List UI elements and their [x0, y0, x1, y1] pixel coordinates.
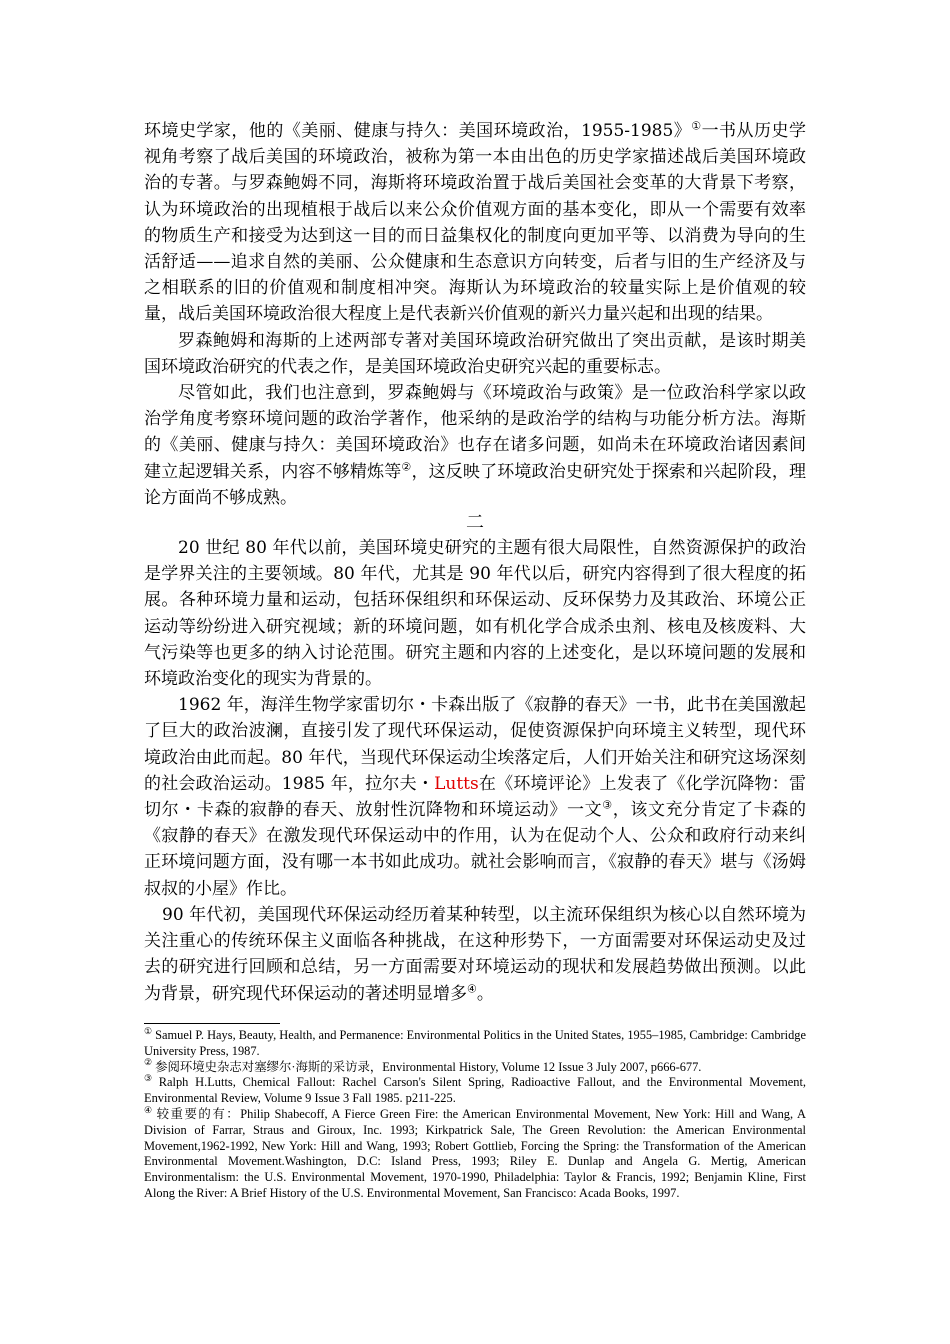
paragraph-2: 罗森鲍姆和海斯的上述两部专著对美国环境政治研究做出了突出贡献，是该时期美国环境政治研究的代表之作，是美国环境政治史研究兴起的重要标志。	[144, 330, 806, 377]
footnotes	[144, 1025, 806, 1202]
footnote-ref-1[interactable]: ①	[691, 119, 702, 133]
paragraph-1-text-a: 环境史学家，他的《美丽、健康与持久：美国环境政治，1955-1985》	[144, 121, 692, 141]
footnote-ref-2[interactable]: ②	[401, 459, 412, 473]
paragraph-6	[144, 902, 806, 1007]
paragraph-4: 20 世纪 80 年代以前，美国环境史研究的主题有很大局限性，自然资源保护的政治是学界关注的主要领域。80 年代，尤其是 90 年代以后，研究内容得到了很大程度的拓展。各种环境力量和运动，包括环保组织和环保运动、反环保势力及其政治、环境公正运动等纷纷进入研究视域；新的环境问题，如有机化学合成杀虫剂、核电及核废料、大气污染等也更多的纳入讨论范围。研究主题和内容的上述变化，是以环境问题的发展和环境政治变化的现实为背景的。	[144, 538, 806, 690]
footnote-2	[144, 1057, 806, 1076]
footnote-4	[144, 1104, 806, 1202]
footnote-text-3: Ralph H.Lutts, Chemical Fallout: Rachel Carson's Silent Spring, Radioactive Fallout, and the Environmental Movement, Environmental Review, Volume 9 Issue 3 Fall 1985. p211-225.	[144, 1075, 806, 1106]
paragraph-5	[144, 692, 806, 902]
footnote-text-2: 参阅环境史杂志对塞缪尔·海斯的采访录，Environmental History, Volume 12 Issue 3 July 2007, p666-677.	[155, 1059, 702, 1074]
paragraph-3-text-b: ，这反映了环境政治史研究处于探索和兴起阶段，理论方面尚不够成熟。	[144, 461, 806, 508]
footnote-ref-4[interactable]: ④	[467, 981, 477, 995]
paragraph-3-text-a: 尽管如此，我们也注意到，罗森鲍姆与《环境政治与政策》是一位政治科学家以政治学角度考察环境问题的政治学著作，他采纳的是政治学的结构与功能分析方法。海斯的《美丽、健康与持久：美国环境政治》也存在诸多问题，如尚未在环境政治诸因素间建立起逻辑关系，内容不够精炼等	[144, 383, 806, 482]
paragraph-5-text-b: 在《环境评论》上发表了《化学沉降物：雷切尔・卡森的寂静的春天、放射性沉降物和环境运动》一文	[144, 773, 807, 821]
footnote-mark-2: ②	[144, 1057, 153, 1068]
section-heading: 二	[466, 512, 484, 534]
body-text	[144, 118, 806, 1007]
footnote-text-4: 较重要的有：Philip Shabecoff, A Fierce Green Fire: the American Environmental Movement, New York: Hill and Wang, A Division of Farrar, Straus and Giroux, Inc. 1993; Kirkpatrick Sale, The Green Revolution: the American Environmental Movement,1962-1992, New York: Hill and Wang, 1993; Robert Gottlieb, Forcing the Spring: the Transformation of the American Environmental Movement.Washington, D.C: Island Press, 1993; Riley E. Dunlap and Angela G. Mertig, American Environmentalism: the U.S. Environmental Movement, 1970-1990, Philadelphia: Taylor & Francis, 1992; Benjamin Kline, First Along the River: A Brief History of the U.S. Environmental Movement, San Francisco: Acada Books, 1997.	[144, 1106, 806, 1200]
paragraph-5-text-a: 1962 年，海洋生物学家雷切尔・卡森出版了《寂静的春天》一书，此书在美国激起了巨大的政治波澜，直接引发了现代环保运动，促使资源保护向环境主义转型，现代环境政治由此而起。80 年代，当现代环保运动尘埃落定后，人们开始关注和研究这场深刻的社会政治运动。1985 年，拉尔夫・	[144, 695, 806, 794]
footnote-ref-3[interactable]: ③	[602, 798, 613, 812]
footnote-text-1: Samuel P. Hays, Beauty, Health, and Permanence: Environmental Politics in the United States, 1955–1985, Cambridge: Cambridge University Press, 1987.	[144, 1028, 806, 1058]
footnote-separator	[144, 1023, 280, 1024]
footnote-mark-1: ①	[144, 1025, 153, 1036]
paragraph-1-text-b: 一书从历史学视角考察了战后美国的环境政治，被称为第一本由出色的历史学家描述战后美国环境政治的专著。与罗森鲍姆不同，海斯将环境政治置于战后美国社会变革的大背景下考察，认为环境政治的出现植根于战后以来公众价值观方面的基本变化，即从一个需要有效率的物质生产和接受为达到这一目的而日益集权化的制度向更加平等、以消费为导向的生活舒适——追求自然的美丽、公众健康和生态意识方向转变，后者与旧的生产经济及与之相联系的旧的价值观和制度相冲突。海斯认为环境政治的较量实际上是价值观的较量，战后美国环境政治很大程度上是代表新兴价值观的新兴力量兴起和出现的结果。	[144, 121, 806, 325]
footnote-1	[144, 1025, 806, 1060]
paragraph-6-text-a: 90 年代初，美国现代环保运动经历着某种转型，以主流环保组织为核心以自然环境为关注重心的传统环保主义面临各种挑战，在这种形势下，一方面需要对环保运动史及过去的研究进行回顾和总结，另一方面需要对环境运动的现状和发展趋势做出预测。以此为背景，研究现代环保运动的著述明显增多	[144, 904, 806, 1004]
paragraph-3	[144, 380, 806, 511]
footnote-mark-4: ④	[144, 1104, 154, 1115]
footnote-mark-3: ③	[144, 1073, 156, 1084]
footnote-3	[144, 1075, 806, 1107]
paragraph-1	[144, 118, 806, 328]
highlighted-name: Lutts	[434, 773, 479, 794]
paragraph-6-text-b: 。	[476, 983, 494, 1004]
paragraph-5-text-c: ，该文充分肯定了卡森的《寂静的春天》在激发现代环保运动中的作用，认为在促动个人、公众和政府行动来纠正环境问题方面，没有哪一本书如此成功。就社会影响而言，《寂静的春天》堪与《汤姆叔叔的小屋》作比。	[144, 800, 806, 899]
